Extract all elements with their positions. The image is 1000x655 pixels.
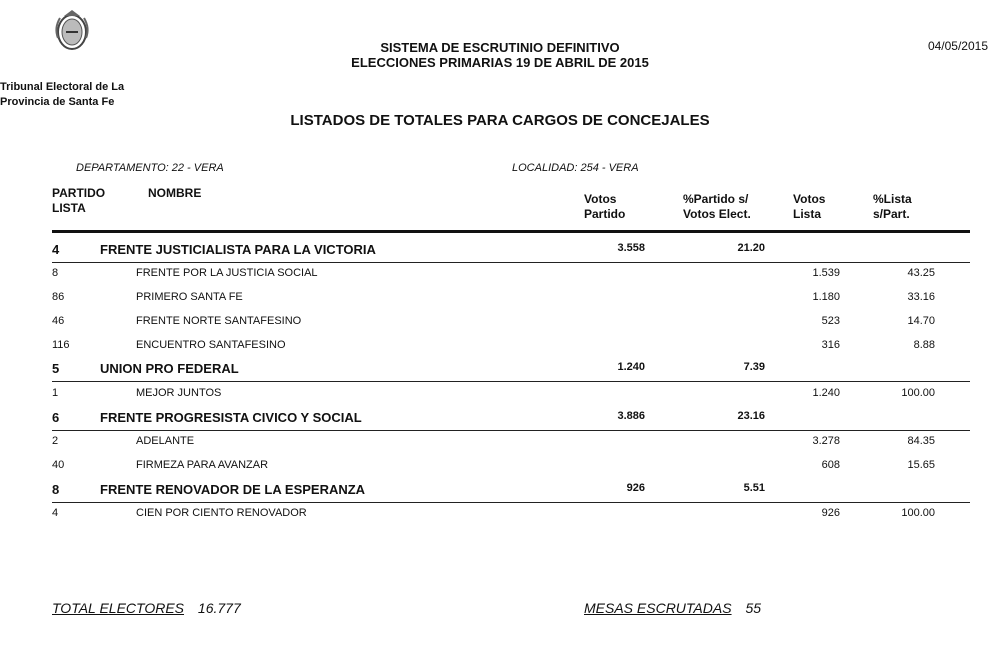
list-code: 2 <box>52 435 59 447</box>
party-name: FRENTE RENOVADOR DE LA ESPERANZA <box>100 482 366 497</box>
col-header-partido-lista: PARTIDO LISTA <box>52 186 106 215</box>
mesas-escrutadas-label: MESAS ESCRUTADAS <box>584 600 732 616</box>
party-row <box>52 406 970 431</box>
votos-partido: 1.240 <box>617 361 645 373</box>
col-header-votos-lista: Votos Lista <box>793 192 826 221</box>
list-code: 1 <box>52 387 59 399</box>
list-name: ENCUENTRO SANTAFESINO <box>136 339 286 351</box>
pct-lista: 100.00 <box>901 507 935 519</box>
list-row <box>52 454 970 478</box>
votos-partido: 3.886 <box>617 410 645 422</box>
list-row <box>52 262 970 286</box>
list-row <box>52 430 970 454</box>
col-header-pct-partido: %Partido s/ Votos Elect. <box>683 192 751 221</box>
list-code: 86 <box>52 291 65 303</box>
total-electores-label: TOTAL ELECTORES <box>52 600 185 616</box>
party-code: 4 <box>52 242 60 257</box>
list-code: 8 <box>52 267 59 279</box>
report-subtitle: LISTADOS DE TOTALES PARA CARGOS DE CONCEJALES <box>290 112 710 129</box>
party-name: UNION PRO FEDERAL <box>100 361 239 376</box>
pct-lista: 33.16 <box>907 291 935 303</box>
pct-lista: 15.65 <box>907 459 935 471</box>
party-code: 5 <box>52 361 60 376</box>
pct-partido: 5.51 <box>743 482 765 494</box>
votos-lista: 1.539 <box>812 267 840 279</box>
list-name: FRENTE POR LA JUSTICIA SOCIAL <box>136 267 318 279</box>
list-row <box>52 502 970 526</box>
list-name: FRENTE NORTE SANTAFESINO <box>136 315 302 327</box>
pct-partido: 21.20 <box>737 242 765 254</box>
pct-partido: 7.39 <box>743 361 765 373</box>
col-header-nombre: NOMBRE <box>148 186 202 200</box>
organization-name: Tribunal Electoral de La Provincia de Santa Fe <box>0 81 125 108</box>
votos-lista: 1.240 <box>812 387 840 399</box>
col-header-votos-partido: Votos Partido <box>584 192 626 221</box>
list-name: PRIMERO SANTA FE <box>136 291 243 303</box>
report-date: 04/05/2015 <box>927 39 988 53</box>
votos-partido: 3.558 <box>617 242 645 254</box>
votos-partido: 926 <box>626 482 645 494</box>
pct-lista: 100.00 <box>901 387 935 399</box>
pct-lista: 8.88 <box>913 339 935 351</box>
party-row <box>52 478 970 503</box>
votos-lista: 316 <box>821 339 840 351</box>
departamento-label: DEPARTAMENTO: 22 - VERA <box>76 162 224 174</box>
list-name: CIEN POR CIENTO RENOVADOR <box>136 507 307 519</box>
votos-lista: 608 <box>821 459 840 471</box>
list-row <box>52 334 970 358</box>
party-code: 8 <box>52 482 60 497</box>
party-name: FRENTE PROGRESISTA CIVICO Y SOCIAL <box>100 410 362 425</box>
pct-lista: 14.70 <box>907 315 935 327</box>
list-name: MEJOR JUNTOS <box>136 387 222 399</box>
localidad-label: LOCALIDAD: 254 - VERA <box>512 162 639 174</box>
list-code: 40 <box>52 459 65 471</box>
votos-lista: 926 <box>821 507 840 519</box>
mesas-escrutadas <box>584 600 761 616</box>
total-electores <box>52 600 241 616</box>
list-row <box>52 286 970 310</box>
list-code: 46 <box>52 315 65 327</box>
party-row <box>52 357 970 382</box>
party-row <box>52 238 970 263</box>
votos-lista: 3.278 <box>812 435 840 447</box>
report-title: SISTEMA DE ESCRUTINIO DEFINITIVO ELECCIONES PRIMARIAS 19 DE ABRIL DE 2015 <box>351 40 649 70</box>
pct-partido: 23.16 <box>737 410 765 422</box>
list-name: ADELANTE <box>136 435 195 447</box>
votos-lista: 523 <box>821 315 840 327</box>
list-code: 116 <box>52 339 70 351</box>
list-code: 4 <box>52 507 59 519</box>
list-row <box>52 382 970 406</box>
mesas-escrutadas-value: 55 <box>745 600 762 616</box>
pct-lista: 84.35 <box>907 435 935 447</box>
pct-lista: 43.25 <box>907 267 935 279</box>
votos-lista: 1.180 <box>812 291 840 303</box>
list-row <box>52 310 970 334</box>
party-name: FRENTE JUSTICIALISTA PARA LA VICTORIA <box>100 242 376 257</box>
party-code: 6 <box>52 410 60 425</box>
total-electores-value: 16.777 <box>197 600 241 616</box>
list-name: FIRMEZA PARA AVANZAR <box>136 459 269 471</box>
header-rule <box>52 230 970 233</box>
col-header-pct-lista: %Lista s/Part. <box>873 192 912 221</box>
